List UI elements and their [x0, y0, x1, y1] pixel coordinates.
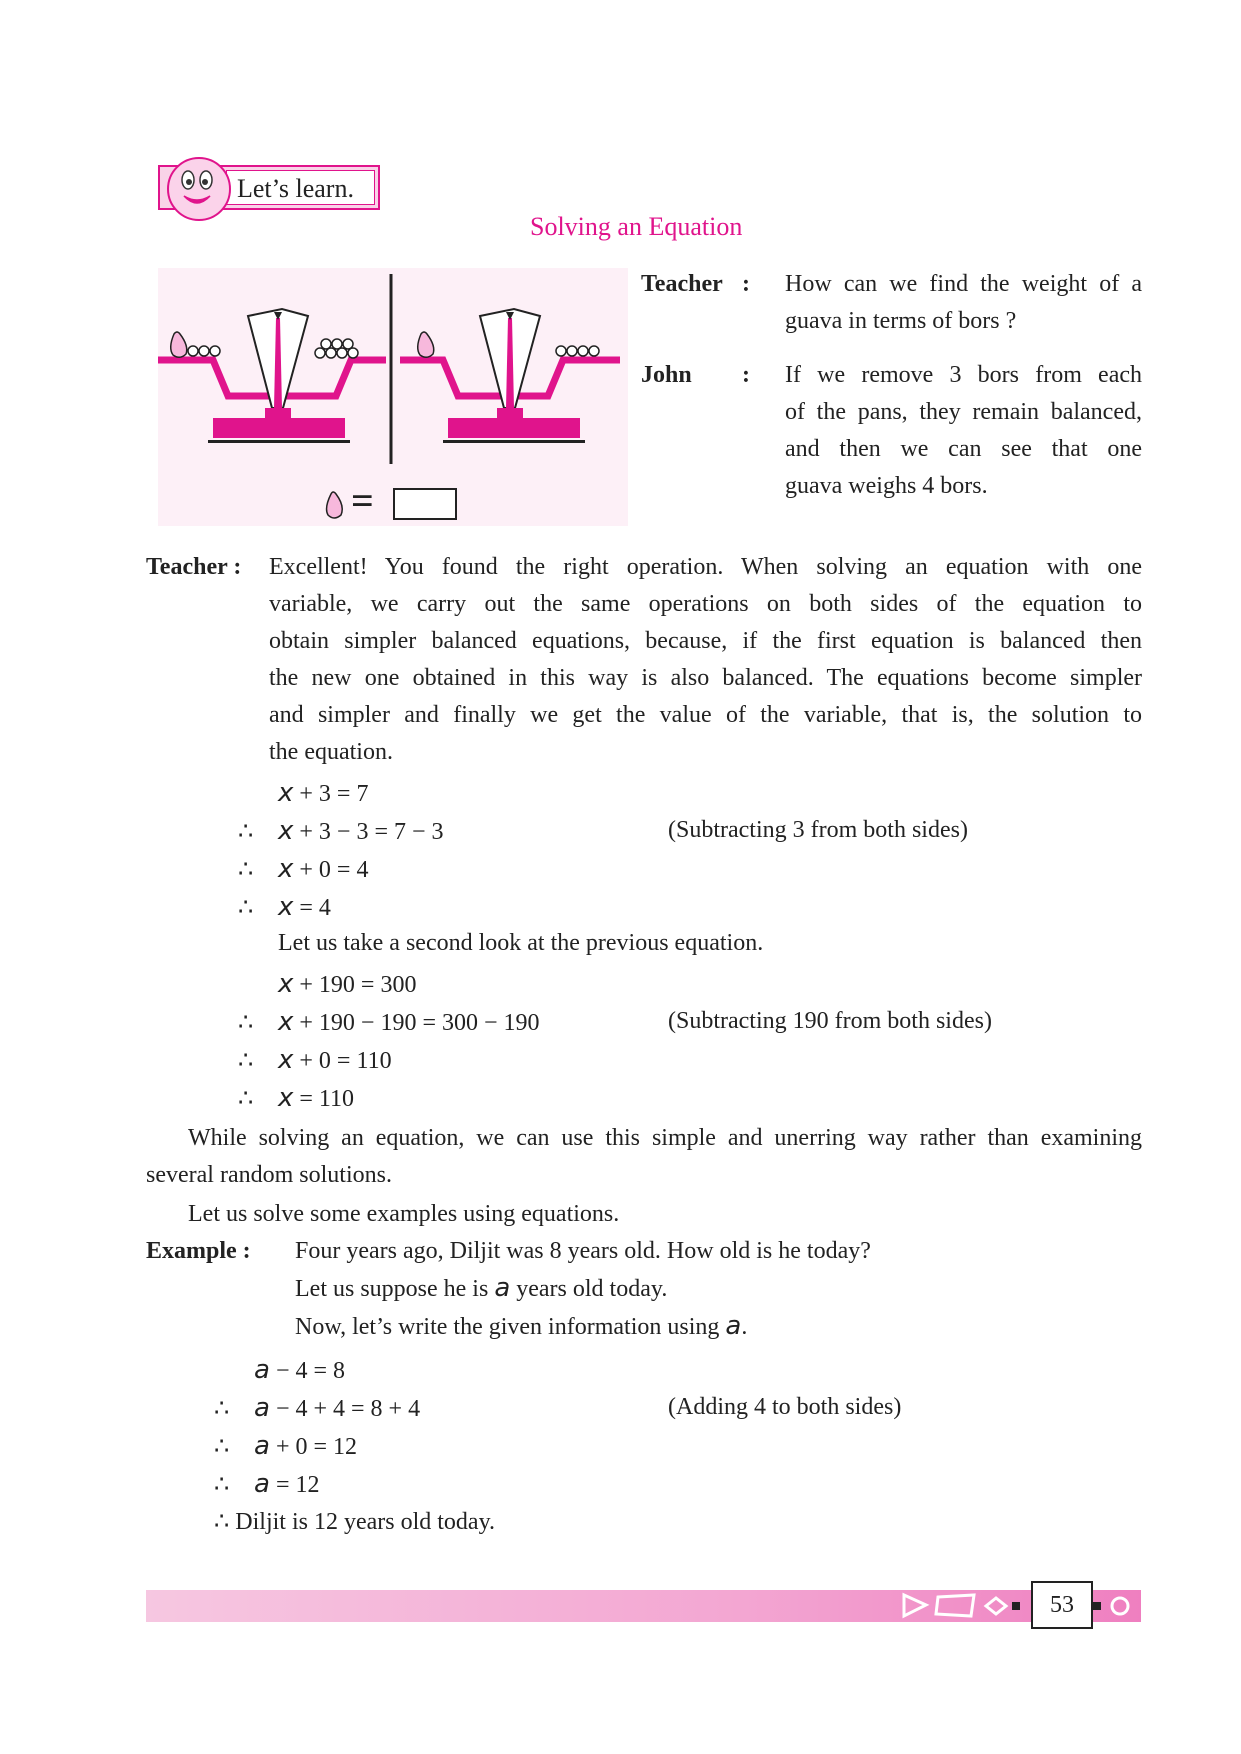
example-line: Now, let’s write the given information using a.: [295, 1311, 748, 1341]
paragraph-line: While solving an equation, we can use this simple and unerring way rather than examining: [188, 1125, 1142, 1151]
paragraph-line: and simpler and finally we get the value of the variable, that is, the solution to: [269, 702, 1142, 728]
equation-line: ∴ x = 110: [238, 1083, 355, 1113]
teacher-paragraph: [269, 549, 1142, 771]
dialog-colon: :: [742, 271, 750, 297]
example-text: [295, 1233, 871, 1346]
equation-note: (Adding 4 to both sides): [668, 1394, 902, 1420]
lets-learn-label: Let’s learn.: [237, 174, 354, 203]
equation-block-3: [214, 1352, 495, 1541]
dialog-line: guava weighs 4 bors.: [785, 473, 988, 499]
equation-block-1: [238, 775, 444, 927]
equation-line: ∴ a + 0 = 12: [214, 1431, 358, 1461]
paragraph-line: obtain simpler balanced equations, because, if the first equation is balanced then: [269, 628, 1142, 654]
equation-note: (Subtracting 190 from both sides): [668, 1008, 992, 1034]
footer-circle-icon: [1093, 1593, 1139, 1619]
equation-line: ∴ x + 3 − 3 = 7 − 3: [238, 816, 444, 846]
lets-learn-box: [226, 170, 375, 205]
conclusion-line: ∴ Diljit is 12 years old today.: [214, 1509, 496, 1535]
dialog-line: guava in terms of bors ?: [785, 308, 1017, 334]
section-title: Solving an Equation: [530, 212, 743, 241]
dialog-colon: :: [742, 362, 750, 388]
paragraph-line: the equation.: [269, 739, 393, 765]
dialog-speaker-teacher: Teacher: [641, 271, 723, 297]
paragraph-line: variable, we carry out the same operations on both sides of the equation to: [269, 591, 1142, 617]
footer-shapes-icon: [896, 1589, 1021, 1623]
dialog-line: If we remove 3 bors from each: [785, 362, 1142, 388]
paragraph-unerring: [146, 1120, 1142, 1194]
equation-line: ∴ x + 0 = 4: [238, 854, 369, 884]
answer-box: [394, 489, 456, 519]
equation-line: ∴ x + 0 = 110: [238, 1045, 392, 1075]
page-number: 53: [1031, 1581, 1093, 1629]
equation-line: a − 4 = 8: [254, 1355, 346, 1385]
equation-line: x + 3 = 7: [278, 778, 369, 808]
dialog-line: of the pans, they remain balanced,: [785, 399, 1142, 425]
equation-block-2: [238, 966, 540, 1118]
equation-line: x + 190 = 300: [278, 969, 417, 999]
teacher-label: Teacher :: [146, 554, 242, 580]
balance-scales-figure: [158, 268, 628, 526]
paragraph-line: the new one obtained in this way is also balanced. The equations become simpler: [269, 665, 1142, 691]
paragraph-line: several random solutions.: [146, 1162, 392, 1188]
equation-line: ∴ a − 4 + 4 = 8 + 4: [214, 1393, 421, 1423]
equation-line: ∴ a = 12: [214, 1469, 320, 1499]
example-line: Let us suppose he is a years old today.: [295, 1273, 668, 1303]
example-line: Four years ago, Diljit was 8 years old. How old is he today?: [295, 1238, 871, 1264]
equation-note: (Subtracting 3 from both sides): [668, 817, 968, 843]
dialog-line: How can we find the weight of a: [785, 271, 1142, 297]
second-look-text: Let us take a second look at the previous equation.: [278, 930, 764, 956]
example-label: Example :: [146, 1238, 251, 1264]
paragraph-line: Excellent! You found the right operation. When solving an equation with one: [269, 554, 1142, 580]
equation-line: ∴ x + 190 − 190 = 300 − 190: [238, 1007, 540, 1037]
smiley-face-icon: [164, 154, 234, 224]
dialog-speaker-john: John: [641, 362, 692, 388]
paragraph-examples-intro: Let us solve some examples using equations.: [188, 1201, 620, 1227]
equation-line: ∴ x = 4: [238, 892, 331, 922]
equals-sign: =: [351, 478, 374, 523]
dialog-line: and then we can see that one: [785, 436, 1142, 462]
